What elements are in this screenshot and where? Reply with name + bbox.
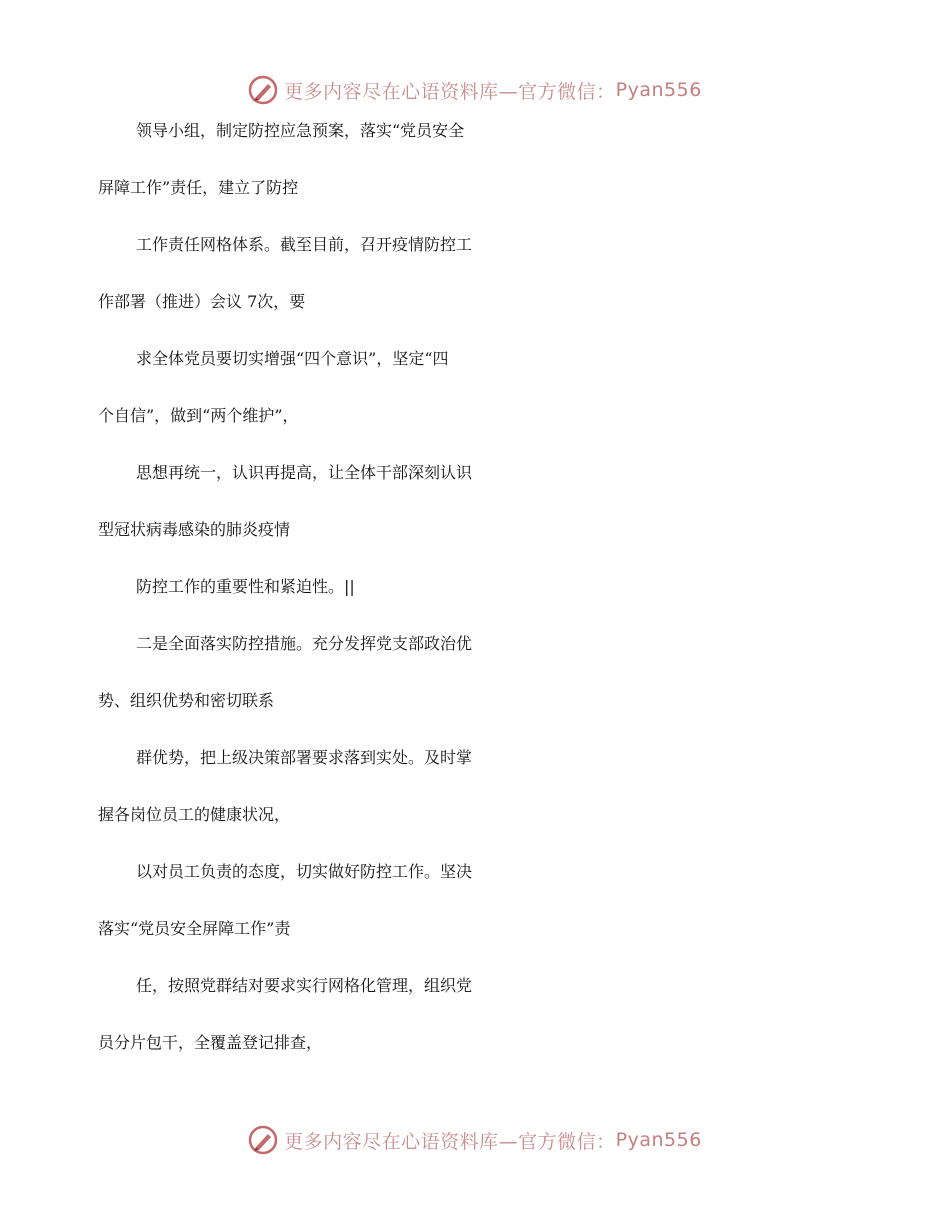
footer-watermark — [0, 1120, 950, 1160]
text-line: 个自信”，做到“两个维护”， — [98, 406, 299, 425]
pen-logo-icon — [248, 75, 278, 105]
text-line: 任，按照党群结对要求实行网格化管理，组织党 — [136, 976, 473, 995]
text-line: 作部署（推进）会议 7次，要 — [98, 292, 306, 311]
text-line: 思想再统一，认识再提高，让全体干部深刻认识 — [136, 463, 473, 482]
text-line: 屏障工作”责任，建立了防控 — [98, 178, 299, 197]
watermark-account: Pyan556 — [615, 79, 702, 101]
watermark-site-text: 更多内容尽在心语资料库—官方微信： — [284, 80, 616, 103]
document-body — [98, 118, 858, 1087]
pen-logo-icon — [248, 1125, 278, 1155]
text-line: 求全体党员要切实增强“四个意识”，坚定“四 — [136, 349, 449, 368]
text-line: 势、组织优势和密切联系 — [98, 691, 275, 710]
text-line: 领导小组，制定防控应急预案，落实“党员安全 — [136, 121, 465, 140]
text-line: 防控工作的重要性和紧迫性。|| — [136, 577, 355, 596]
text-line: 二是全面落实防控措施。充分发挥党支部政治优 — [136, 634, 473, 653]
text-line: 落实“党员安全屏障工作”责 — [98, 919, 291, 938]
watermark-site-text: 更多内容尽在心语资料库—官方微信： — [284, 1130, 616, 1153]
text-line: 工作责任网格体系。截至目前，召开疫情防控工 — [136, 235, 473, 254]
text-line: 员分片包干，全覆盖登记排查， — [98, 1033, 323, 1052]
text-line: 握各岗位员工的健康状况， — [98, 805, 291, 824]
text-line: 群优势，把上级决策部署要求落到实处。及时掌 — [136, 748, 473, 767]
watermark-account: Pyan556 — [615, 1129, 702, 1151]
text-line: 型冠状病毒感染的肺炎疫情 — [98, 520, 291, 539]
text-line: 以对员工负责的态度，切实做好防控工作。坚决 — [136, 862, 473, 881]
header-watermark — [0, 70, 950, 110]
